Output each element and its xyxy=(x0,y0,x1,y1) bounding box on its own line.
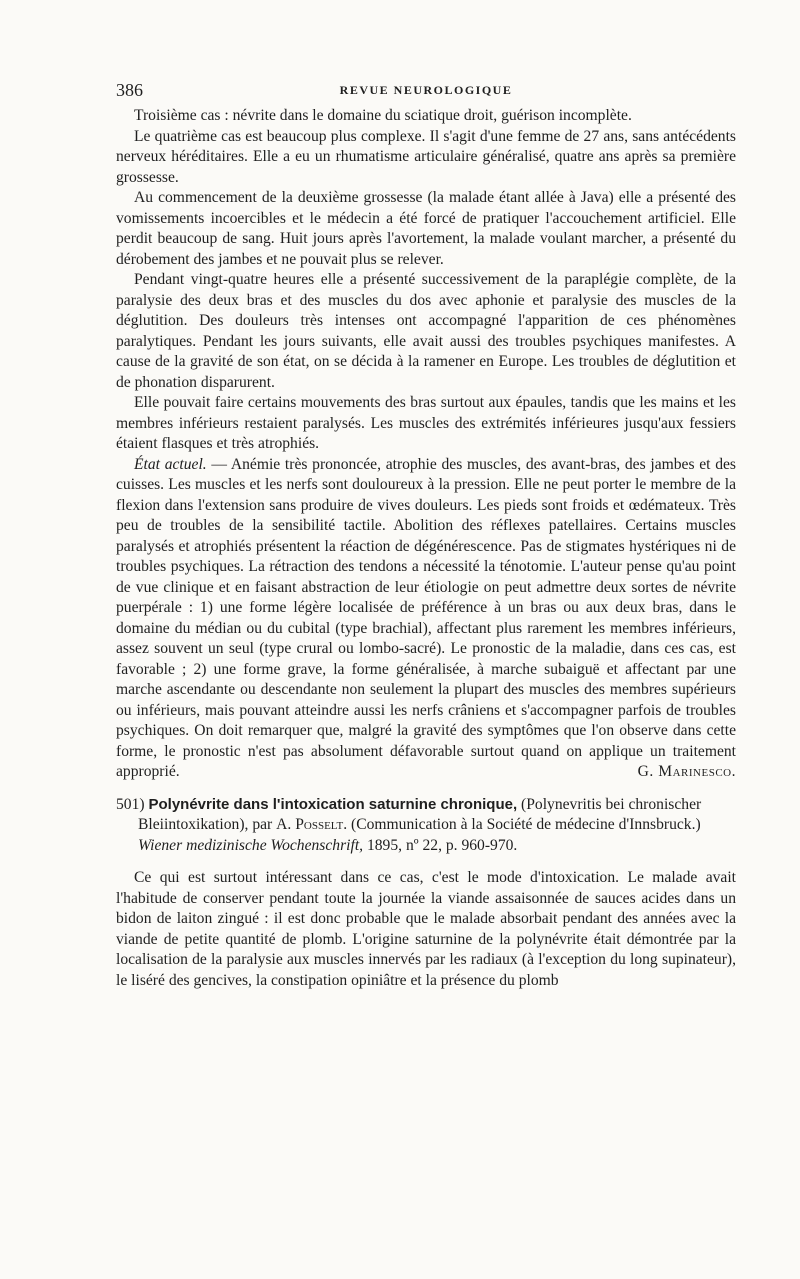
article-journal: Wiener medizinische Wochenschrift, xyxy=(138,836,364,854)
article-subtitle: (Polynevritis bei chronischer Bleiintoxikation), par xyxy=(138,795,702,833)
paragraph: Troisième cas : névrite dans le domaine du sciatique droit, guérison incomplète. xyxy=(134,107,632,124)
etat-label: État actuel. xyxy=(134,455,207,473)
running-title: REVUE NEUROLOGIQUE xyxy=(339,83,513,97)
article-reference: 1895, nº 22, p. 960-970. xyxy=(363,836,518,854)
article-author: A. Posselt. xyxy=(276,816,348,833)
article-title: Polynévrite dans l'intoxication saturnine chronique, xyxy=(148,795,518,813)
article-heading xyxy=(116,795,736,857)
etat-text: — Anémie très prononcée, atrophie des muscles, des avant-bras, des jambes et des cuisses. Les muscles et les nerfs sont douloureux à la pression. Elle ne peut porter le membre de la flexion dans l'extension sans produire de vives douleurs. Les pieds sont froids et œdémateux. Très peu de troubles de la sensibilité tactile. Abolition des réflexes patellaires. Certains muscles paralysés et atrophiés présentent la réaction de dégénérescence. Pas de stigmates hystériques ni de troubles psychiques. La rétraction des tendons a nécessité la ténotomie. L'auteur pense qu'au point de vue clinique et en faisant abstraction de leur étiologie on peut admettre deux sortes de névrite puerpérale : 1) une forme légère localisée de préférence à un bras ou aux deux bras, dans le domaine du médian ou du cubital (type brachial), affectant plus rarement les membres inférieurs, assez souvent un seul (type crural ou lombo-sacré). Le pronostic de la maladie, dans ces cas, est favorable ; 2) une forme grave, la forme généralisée, à marche subaiguë et affectant par une marche ascendante ou descendante non seulement la plupart des muscles des membres supérieurs ou inférieurs, mais pouvant atteindre aussi les nerfs crâniens et s'accompagner parfois de troubles psychiques. On doit remarquer que, malgré la gravité des symptômes que l'on observe dans cette forme, le pronostic n'est pas absolument défavorable surtout quand on applique un traitement approprié. xyxy=(116,455,736,780)
document-page xyxy=(116,80,736,991)
article-number: 501) xyxy=(116,795,145,813)
signature: G. Marinesco. xyxy=(637,763,736,780)
final-paragraph: Ce qui est surtout intéressant dans ce cas, c'est le mode d'intoxication. Le malade avait l'habitude de conserver pendant toute la journée la viande assaisonnée de sauces acides dans un bidon de laiton zingué : il est donc probable que le malade absorbait pendant des années avec la viande de petite quantité de plomb. L'origine saturnine de la polynévrite était démontrée par la localisation de la paralysie aux muscles innervés par les radiaux (à l'exception du long supinateur), le liséré des gencives, la constipation opiniâtre et la présence du plomb xyxy=(116,869,736,989)
paragraph: Pendant vingt-quatre heures elle a présenté successivement de la paraplégie complète, de la paralysie des deux bras et des muscles du dos avec aphonie et paralysie des muscles de la déglutition. Des douleurs très intenses ont accompagné l'apparition de ces phénomènes paralytiques. Pendant les jours suivants, elle avait aussi des troubles psychiques manifestes. A cause de la gravité de son état, on se décida à la ramener en Europe. Les troubles de déglutition et de phonation disparurent. xyxy=(116,271,736,391)
paragraph: Elle pouvait faire certains mouvements des bras surtout aux épaules, tandis que les mains et les membres inférieurs restaient paralysés. Les muscles des extrémités inférieures jusqu'aux fessiers étaient flasques et très atrophiés. xyxy=(116,394,736,452)
paragraph: Au commencement de la deuxième grossesse (la malade étant allée à Java) elle a présenté des vomissements incoercibles et le médecin a été forcé de pratiquer l'accouchement artificiel. Elle perdit beaucoup de sang. Huit jours après l'avortement, la malade voulant marcher, a présenté du dérobement des jambes et ne pouvait plus se relever. xyxy=(116,189,736,268)
article-communication: (Communication à la Société de médecine d'Innsbruck.) xyxy=(347,816,701,833)
page-header xyxy=(116,80,736,106)
etat-paragraph xyxy=(116,455,736,783)
paragraph: Le quatrième cas est beaucoup plus complexe. Il s'agit d'une femme de 27 ans, sans antécédents nerveux héréditaires. Elle a eu un rhumatisme articulaire généralisé, quatre ans après sa première grossesse. xyxy=(116,127,736,186)
page-number: 386 xyxy=(116,80,143,100)
